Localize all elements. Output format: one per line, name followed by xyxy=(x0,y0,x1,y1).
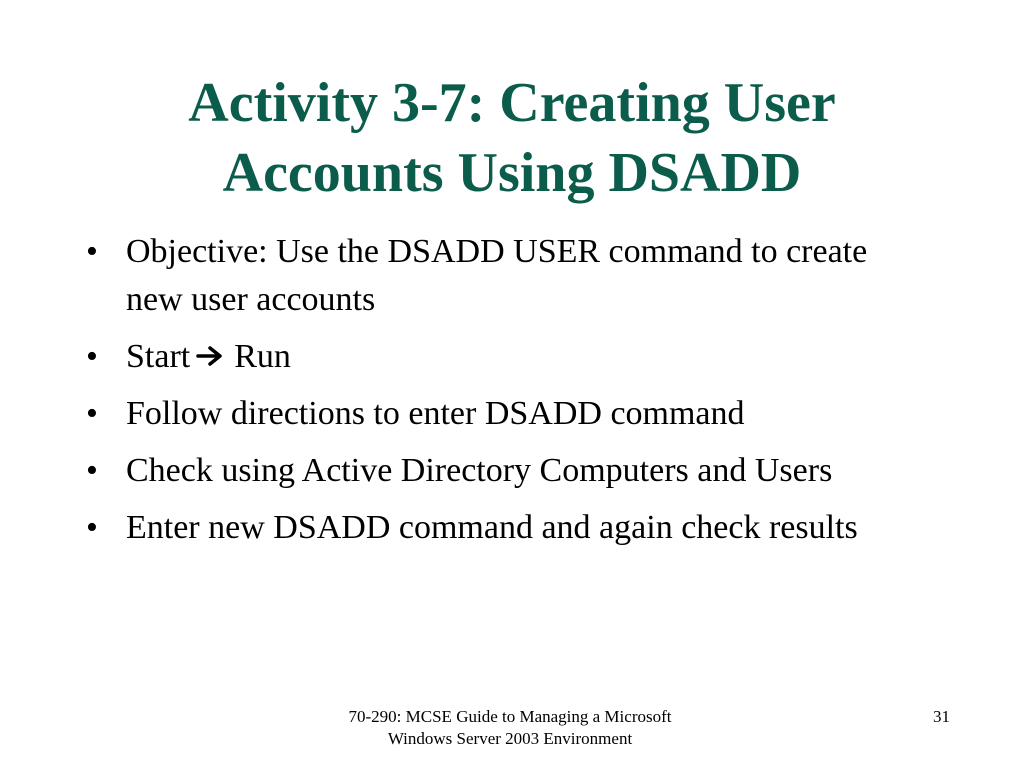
bullet-check-ad xyxy=(86,447,906,495)
bullet-marker: • xyxy=(86,338,98,375)
bullet-text: Check using Active Directory Computers and Users xyxy=(126,452,833,489)
bullet-text: Follow directions to enter DSADD command xyxy=(126,395,745,432)
title-line-2: Accounts Using DSADD xyxy=(222,142,802,204)
bullet-enter-new xyxy=(86,504,906,552)
right-arrow-icon xyxy=(196,344,226,368)
bullet-marker: • xyxy=(86,509,98,546)
bullet-marker: • xyxy=(86,395,98,432)
bullet-follow-directions xyxy=(86,390,906,438)
slide-title xyxy=(60,68,964,208)
bullet-marker: • xyxy=(86,452,98,489)
title-line-1: Activity 3-7: Creating User xyxy=(188,72,836,134)
footer-course-title xyxy=(310,706,710,750)
bullet-text-run: Run xyxy=(234,338,291,375)
bullet-text: Enter new DSADD command and again check results xyxy=(126,509,858,546)
bullet-marker: • xyxy=(86,233,98,270)
bullet-text: Objective: Use the DSADD USER command to create new user accounts xyxy=(126,233,868,318)
footer-line-1: 70-290: MCSE Guide to Managing a Microsoft xyxy=(348,707,672,726)
page-number: 31 xyxy=(933,707,950,726)
footer-line-2: Windows Server 2003 Environment xyxy=(387,729,633,748)
bullet-text-start: Start xyxy=(126,338,191,375)
bullet-list xyxy=(86,228,906,561)
bullet-start-run xyxy=(86,333,906,381)
bullet-objective xyxy=(86,228,906,324)
